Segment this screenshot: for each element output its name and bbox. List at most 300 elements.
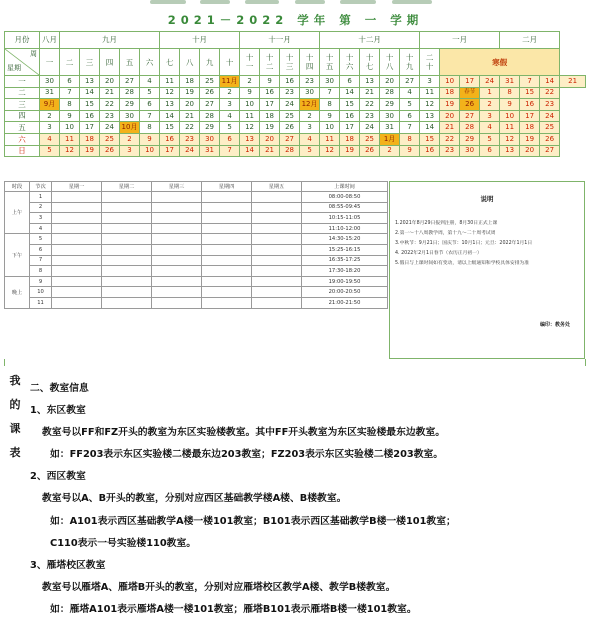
notes-panel: [389, 181, 585, 359]
schedule-slot: [152, 213, 202, 224]
calendar-day: 13: [240, 133, 260, 145]
calendar-day: 13: [80, 76, 100, 88]
schedule-slot: [252, 276, 302, 287]
calendar-day: 22: [440, 133, 460, 145]
schedule-slot: [252, 297, 302, 308]
calendar-day: 11: [160, 76, 180, 88]
calendar-day: 20: [100, 76, 120, 88]
calendar-day: 3: [480, 110, 500, 122]
calendar-day: 13: [420, 110, 440, 122]
calendar-day: 19: [520, 133, 540, 145]
calendar-day: 9: [400, 145, 420, 157]
calendar-day: 13: [360, 76, 380, 88]
calendar-day: 21: [440, 122, 460, 134]
calendar-day: 25: [280, 110, 300, 122]
east-heading: 1、东区教室: [30, 405, 86, 416]
schedule-slot: [102, 213, 152, 224]
schedule-slot: [152, 202, 202, 213]
west-example-2: C110表示一号实验楼110教室。: [50, 538, 197, 549]
weekday-name: 二: [5, 87, 40, 99]
schedule-header: 节次: [30, 182, 52, 192]
calendar-day: 19: [80, 145, 100, 157]
calendar-day: 15: [340, 99, 360, 111]
schedule-header: 星期四: [202, 182, 252, 192]
calendar-day: 27: [280, 133, 300, 145]
week-number: 十 四: [300, 49, 320, 76]
schedule-slot: [202, 223, 252, 234]
calendar-day: 7: [140, 110, 160, 122]
side-char: 课: [9, 422, 21, 435]
calendar-day: 6: [400, 110, 420, 122]
month-header: 二月: [500, 32, 560, 49]
calendar-day: 22: [360, 99, 380, 111]
calendar-day: 15: [160, 122, 180, 134]
calendar-day: 26: [460, 99, 480, 111]
calendar-day: 31: [380, 122, 400, 134]
schedule-slot: [202, 213, 252, 224]
time-section: 下午: [5, 234, 30, 276]
schedule-slot: [52, 255, 102, 266]
divider: [585, 359, 586, 366]
calendar-day: 16: [280, 76, 300, 88]
calendar-day: 5: [400, 99, 420, 111]
class-schedule-table: [4, 181, 387, 309]
calendar-day: 6: [60, 76, 80, 88]
week-number: 二: [60, 49, 80, 76]
schedule-slot: [202, 255, 252, 266]
week-number: 八: [180, 49, 200, 76]
calendar-day: 26: [540, 133, 560, 145]
month-header: 一月: [420, 32, 500, 49]
calendar-day: 31: [500, 76, 520, 88]
calendar-day: 5: [300, 145, 320, 157]
calendar-day: 29: [380, 99, 400, 111]
calendar-day: 22: [180, 122, 200, 134]
schedule-slot: [202, 192, 252, 203]
time-section: 晚上: [5, 276, 30, 308]
note-line: 5.假日与上课时间如有变动，请以上级通知和学校具体安排为准: [395, 261, 530, 266]
schedule-slot: [152, 266, 202, 277]
month-label: 月份: [5, 32, 40, 49]
note-line: 2.第一～十八周教学周，第十九～二十周考试周: [395, 231, 496, 236]
schedule-slot: [152, 287, 202, 298]
calendar-day: 21: [180, 110, 200, 122]
schedule-slot: [102, 297, 152, 308]
schedule-header: 星期二: [102, 182, 152, 192]
schedule-slot: [102, 255, 152, 266]
week-number: 十 一: [240, 49, 260, 76]
calendar-day: 12: [60, 145, 80, 157]
calendar-day: 10: [440, 76, 460, 88]
calendar-day: 2: [380, 145, 400, 157]
period-number: 1: [30, 192, 52, 203]
calendar-day: 5: [40, 145, 60, 157]
calendar-day: 25: [360, 133, 380, 145]
schedule-slot: [202, 287, 252, 298]
calendar-day: 7: [220, 145, 240, 157]
weekday-name: 四: [5, 110, 40, 122]
calendar-day: 2: [240, 76, 260, 88]
yanta-example: 如：雁塔A101表示雁塔A楼一楼101教室；雁塔B101表示雁塔B楼一楼101教室。: [50, 604, 417, 615]
schedule-slot: [52, 244, 102, 255]
west-desc: 教室号以A、B开头的教室，分别对应西区基础教学楼A楼、B楼教室。: [42, 493, 347, 504]
notes-signature: 编印：教务处: [539, 322, 570, 328]
schedule-header: 星期五: [252, 182, 302, 192]
calendar-day: 22: [540, 87, 560, 99]
weekday-name: 三: [5, 99, 40, 111]
weekday-name: 一: [5, 76, 40, 88]
calendar-day: 12: [420, 99, 440, 111]
schedule-slot: [102, 244, 152, 255]
calendar-day: 5: [480, 133, 500, 145]
schedule-slot: [202, 276, 252, 287]
schedule-slot: [252, 192, 302, 203]
calendar-day: 10: [500, 110, 520, 122]
calendar-day: 16: [260, 87, 280, 99]
calendar-day: 23: [180, 133, 200, 145]
notes-title: 说明: [480, 195, 494, 203]
class-time: 10:15-11:05: [302, 213, 388, 224]
calendar-day: 19: [260, 122, 280, 134]
calendar-day: 23: [300, 76, 320, 88]
schedule-slot: [52, 234, 102, 245]
class-time: 21:00-21:50: [302, 297, 388, 308]
calendar-day: 23: [100, 110, 120, 122]
calendar-day: 10: [60, 122, 80, 134]
calendar-day: 9: [140, 133, 160, 145]
calendar-day: 24: [360, 122, 380, 134]
schedule-slot: [252, 223, 302, 234]
week-number: 四: [100, 49, 120, 76]
calendar-day: 16: [520, 99, 540, 111]
schedule-slot: [152, 276, 202, 287]
calendar-day: 9: [500, 99, 520, 111]
calendar-day: 27: [540, 145, 560, 157]
schedule-slot: [152, 244, 202, 255]
schedule-slot: [152, 234, 202, 245]
calendar-day: 20: [440, 110, 460, 122]
calendar-day: 9: [60, 110, 80, 122]
note-line: 4. 2022年2月1日春节（农历正月初一）: [395, 251, 482, 256]
schedule-slot: [202, 202, 252, 213]
calendar-day: 3: [120, 145, 140, 157]
spring-festival-marker: 春节: [460, 87, 480, 99]
side-char: 表: [9, 446, 21, 459]
side-char: 我: [9, 374, 21, 387]
schedule-header: 上课时间: [302, 182, 388, 192]
calendar-day: 28: [380, 87, 400, 99]
schedule-slot: [52, 287, 102, 298]
schedule-slot: [102, 202, 152, 213]
schedule-slot: [102, 234, 152, 245]
class-time: 16:35-17:25: [302, 255, 388, 266]
schedule-slot: [102, 266, 152, 277]
calendar-day: 11: [420, 87, 440, 99]
calendar-day: 10月: [120, 122, 140, 134]
schedule-slot: [102, 287, 152, 298]
side-char: 的: [9, 398, 21, 411]
west-heading: 2、西区教室: [30, 471, 86, 482]
class-time: 15:25-16:15: [302, 244, 388, 255]
calendar-day: 10: [320, 122, 340, 134]
week-number: 十 五: [320, 49, 340, 76]
calendar-day: 16: [340, 110, 360, 122]
month-header: 十月: [160, 32, 240, 49]
calendar-day: 2: [120, 133, 140, 145]
calendar-day: 8: [60, 99, 80, 111]
calendar-day: 19: [180, 87, 200, 99]
calendar-day: 18: [440, 87, 460, 99]
calendar-day: 18: [340, 133, 360, 145]
winter-vacation-header: 寒假: [440, 49, 560, 76]
calendar-day: 26: [200, 87, 220, 99]
schedule-slot: [52, 202, 102, 213]
calendar-day: 28: [200, 110, 220, 122]
schedule-slot: [52, 266, 102, 277]
calendar-day: 18: [80, 133, 100, 145]
weekday-name: 日: [5, 145, 40, 157]
calendar-day: 12月: [300, 99, 320, 111]
calendar-day: 17: [80, 122, 100, 134]
period-number: 6: [30, 244, 52, 255]
calendar-day: 4: [220, 110, 240, 122]
yanta-desc: 教室号以雁塔A、雁塔B开头的教室，分别对应雁塔校区教学A楼、教学B楼教室。: [42, 582, 396, 593]
calendar-day: 29: [460, 133, 480, 145]
calendar-day: 1: [480, 87, 500, 99]
calendar-day: 22: [100, 99, 120, 111]
weekday-name: 五: [5, 122, 40, 134]
calendar-day: 12: [500, 133, 520, 145]
calendar-day: 12: [240, 122, 260, 134]
calendar-day: 23: [280, 87, 300, 99]
section-title: 二、教室信息: [30, 383, 89, 394]
time-section: 上午: [5, 192, 30, 234]
schedule-slot: [252, 234, 302, 245]
calendar-day: 6: [220, 133, 240, 145]
note-line: 3.中秋节：9月21日；国庆节：10月1日；元旦：2022年1月1日: [395, 241, 533, 246]
week-number: 二 十: [420, 49, 440, 76]
schedule-slot: [52, 213, 102, 224]
schedule-slot: [252, 255, 302, 266]
calendar-day: 17: [340, 122, 360, 134]
calendar-day: 25: [540, 122, 560, 134]
week-label: 周: [30, 50, 37, 58]
calendar-day: 16: [80, 110, 100, 122]
week-number: 十 八: [380, 49, 400, 76]
schedule-header: 星期三: [152, 182, 202, 192]
period-number: 9: [30, 276, 52, 287]
schedule-slot: [152, 297, 202, 308]
calendar-day: 24: [480, 76, 500, 88]
week-number: 十 六: [340, 49, 360, 76]
schedule-slot: [252, 213, 302, 224]
calendar-day: 21: [360, 87, 380, 99]
class-time: 08:00-08:50: [302, 192, 388, 203]
calendar-day: 23: [440, 145, 460, 157]
calendar-day: 4: [400, 87, 420, 99]
calendar-day: 13: [160, 99, 180, 111]
calendar-day: 29: [120, 99, 140, 111]
calendar-day: 14: [80, 87, 100, 99]
class-time: 11:10-12:00: [302, 223, 388, 234]
calendar-day: 28: [460, 122, 480, 134]
period-number: 7: [30, 255, 52, 266]
schedule-slot: [152, 255, 202, 266]
calendar-day: 18: [180, 76, 200, 88]
schedule-slot: [52, 297, 102, 308]
schedule-slot: [52, 223, 102, 234]
calendar-day: 14: [540, 76, 560, 88]
schedule-slot: [202, 266, 252, 277]
calendar-day: 5: [220, 122, 240, 134]
week-number: 三: [80, 49, 100, 76]
calendar-day: 4: [300, 133, 320, 145]
schedule-slot: [202, 234, 252, 245]
east-example: 如：FF203表示东区实验楼二楼最东边203教室；FZ203表示东区实验楼二楼203教室。: [50, 449, 444, 460]
my-schedule-vertical-label: [7, 369, 23, 465]
calendar-day: 21: [560, 76, 586, 88]
calendar-day: 17: [160, 145, 180, 157]
class-time: 17:30-18:20: [302, 266, 388, 277]
calendar-day: 14: [340, 87, 360, 99]
schedule-slot: [102, 276, 152, 287]
calendar-day: 2: [220, 87, 240, 99]
calendar-day: 8: [140, 122, 160, 134]
divider: [4, 359, 5, 366]
cropped-header-strip: [0, 0, 591, 8]
calendar-day: 13: [500, 145, 520, 157]
calendar-day: 15: [80, 99, 100, 111]
schedule-slot: [252, 266, 302, 277]
calendar-day: 9: [240, 87, 260, 99]
class-time: 19:00-19:50: [302, 276, 388, 287]
calendar-day: 1月: [380, 133, 400, 145]
calendar-day: 12: [320, 145, 340, 157]
calendar-day: 17: [260, 99, 280, 111]
note-line: 1.2021年8月29日报到注册，8月30日正式上课: [395, 221, 498, 226]
schedule-slot: [52, 276, 102, 287]
week-number: 一: [40, 49, 60, 76]
period-number: 2: [30, 202, 52, 213]
calendar-day: 17: [520, 110, 540, 122]
class-time: 20:00-20:50: [302, 287, 388, 298]
calendar-day: 10: [140, 145, 160, 157]
calendar-day: 14: [420, 122, 440, 134]
schedule-slot: [102, 223, 152, 234]
calendar-day: 25: [100, 133, 120, 145]
week-number: 九: [200, 49, 220, 76]
west-example: 如：A101表示西区基础教学A楼一楼101教室；B101表示西区基础教学B楼一楼101教室；: [50, 516, 456, 527]
calendar-day: 27: [400, 76, 420, 88]
calendar-day: 24: [280, 99, 300, 111]
calendar-day: 2: [480, 99, 500, 111]
calendar-day: 11: [500, 122, 520, 134]
calendar-day: 27: [120, 76, 140, 88]
calendar-day: 30: [200, 133, 220, 145]
calendar-day: 18: [520, 122, 540, 134]
calendar-day: 19: [340, 145, 360, 157]
week-number: 十: [220, 49, 240, 76]
calendar-day: 23: [540, 99, 560, 111]
calendar-day: 15: [520, 87, 540, 99]
calendar-day: 15: [420, 133, 440, 145]
calendar-day: 24: [100, 122, 120, 134]
week-number: 五: [120, 49, 140, 76]
calendar-day: 24: [540, 110, 560, 122]
calendar-day: 12: [160, 87, 180, 99]
period-number: 5: [30, 234, 52, 245]
calendar-day: 20: [380, 76, 400, 88]
schedule-slot: [152, 223, 202, 234]
calendar-title: 2021－2022 学年 第 一 学期: [167, 13, 424, 27]
calendar-day: 21: [260, 145, 280, 157]
week-number: 十 七: [360, 49, 380, 76]
calendar-day: 9月: [40, 99, 60, 111]
calendar-day: 7: [320, 87, 340, 99]
calendar-day: 16: [160, 133, 180, 145]
calendar-day: 8: [320, 99, 340, 111]
calendar-day: 26: [360, 145, 380, 157]
schedule-slot: [102, 192, 152, 203]
calendar-day: 2: [300, 110, 320, 122]
schedule-slot: [252, 244, 302, 255]
calendar-day: 7: [60, 87, 80, 99]
calendar-day: 3: [300, 122, 320, 134]
calendar-day: 4: [40, 133, 60, 145]
class-time: 14:30-15:20: [302, 234, 388, 245]
calendar-day: 30: [380, 110, 400, 122]
calendar-day: 25: [200, 76, 220, 88]
calendar-day: 5: [140, 87, 160, 99]
week-number: 六: [140, 49, 160, 76]
calendar-day: 11: [320, 133, 340, 145]
schedule-slot: [202, 297, 252, 308]
calendar-day: 7: [400, 122, 420, 134]
weekday-label: 星期: [7, 64, 21, 72]
calendar-day: 14: [160, 110, 180, 122]
calendar-day: 26: [100, 145, 120, 157]
calendar-day: 11: [240, 110, 260, 122]
east-desc: 教室号以FF和FZ开头的教室为东区实验楼教室。其中FF开头教室为东区实验楼最东边教室。: [42, 427, 446, 438]
calendar-day: 9: [320, 110, 340, 122]
calendar-day: 28: [280, 145, 300, 157]
period-number: 10: [30, 287, 52, 298]
calendar-day: 7: [520, 76, 540, 88]
calendar-day: 30: [40, 76, 60, 88]
week-number: 十 九: [400, 49, 420, 76]
calendar-day: 26: [280, 122, 300, 134]
calendar-day: 20: [520, 145, 540, 157]
calendar-day: 30: [460, 145, 480, 157]
calendar-day: 20: [180, 99, 200, 111]
week-weekday-corner: [5, 49, 40, 76]
schedule-slot: [252, 287, 302, 298]
calendar-day: 6: [340, 76, 360, 88]
week-number: 七: [160, 49, 180, 76]
weekday-name: 六: [5, 133, 40, 145]
calendar-day: 23: [360, 110, 380, 122]
week-number: 十 二: [260, 49, 280, 76]
calendar-day: 9: [260, 76, 280, 88]
calendar-day: 3: [420, 76, 440, 88]
calendar-day: 8: [400, 133, 420, 145]
calendar-day: 11月: [220, 76, 240, 88]
calendar-day: 28: [120, 87, 140, 99]
calendar-day: 14: [240, 145, 260, 157]
period-number: 8: [30, 266, 52, 277]
calendar-day: 29: [200, 122, 220, 134]
schedule-slot: [202, 244, 252, 255]
